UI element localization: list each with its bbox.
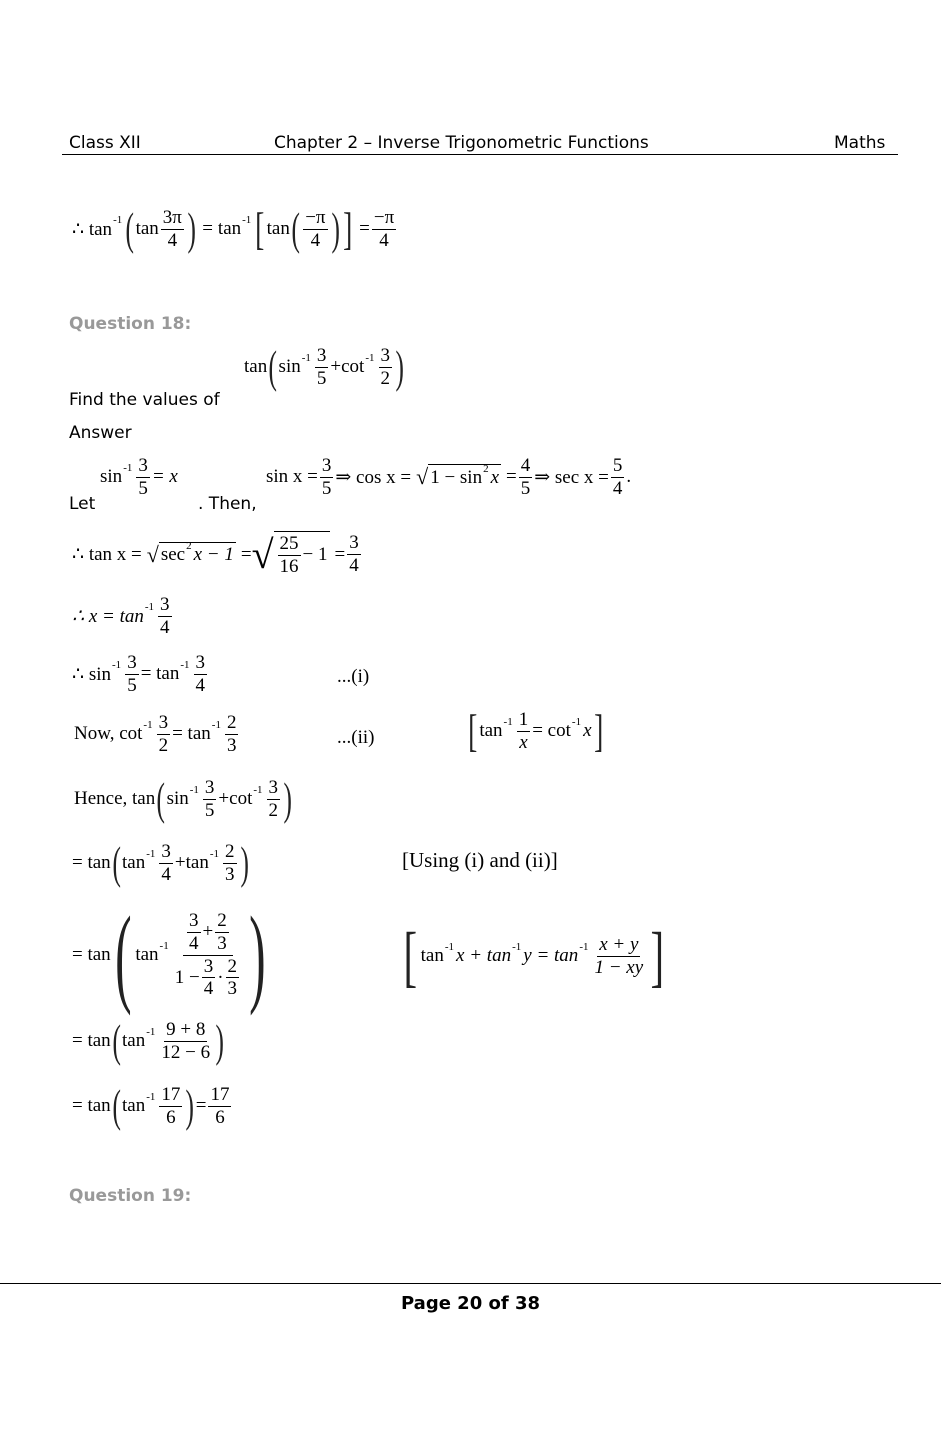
frac-num: 1	[518, 708, 529, 730]
frac-den: 4	[167, 229, 178, 251]
math-text: cot	[341, 356, 365, 377]
frac-den: 4	[349, 555, 359, 576]
frac-num: 17	[161, 1083, 181, 1105]
math-sup: -1	[211, 719, 221, 732]
hence-expression	[74, 773, 293, 824]
math-text: tan	[217, 218, 242, 239]
fraction	[320, 456, 334, 499]
math-sup: -1	[242, 214, 252, 226]
frac-num: 3	[203, 955, 214, 977]
math-text: Hence, tan	[74, 788, 156, 809]
equation-i	[72, 653, 209, 696]
math-text: ⇒ sec x =	[534, 466, 609, 488]
math-sup: -1	[579, 941, 589, 953]
fraction	[159, 1085, 182, 1128]
footer-divider	[0, 1283, 941, 1284]
frac-den	[173, 956, 243, 1000]
frac-num: −π	[305, 206, 326, 228]
paren-close: )	[187, 203, 196, 254]
bracket-open: [	[468, 705, 478, 756]
bracket-open: [	[403, 918, 418, 994]
equation-ii	[74, 713, 240, 756]
frac-num: 17	[210, 1083, 230, 1105]
math-text: cot	[229, 788, 253, 809]
frac-num: 3	[321, 455, 332, 476]
math-text: x	[490, 466, 500, 488]
let-expression	[100, 456, 178, 499]
frac-den: 4	[195, 674, 206, 696]
bracket-open: [	[255, 203, 265, 254]
frac-num: 2	[217, 909, 227, 931]
math-sup: -1	[253, 784, 263, 796]
frac-den: x	[519, 731, 528, 753]
paren-open: (	[268, 341, 278, 392]
equation-ii-tag: ...(ii)	[337, 727, 375, 748]
step-line-2	[72, 894, 270, 1016]
math-text: sin x =	[266, 466, 318, 488]
math-text: x	[583, 720, 592, 741]
math-text: tan	[122, 1095, 146, 1116]
frac-num: 3	[195, 652, 206, 673]
math-sup: -1	[571, 716, 582, 728]
math-sup: -1	[189, 784, 199, 796]
let-label: Let	[69, 494, 96, 514]
frac-den: 2	[268, 799, 279, 821]
paren-open: (	[112, 1080, 121, 1131]
paren-open: (	[125, 203, 135, 254]
frac-num: 3	[268, 776, 279, 798]
math-text: ⇒ cos x =	[335, 466, 412, 488]
frac-den: 16	[279, 555, 299, 577]
bracket-close: ]	[593, 705, 603, 756]
math-sup: -1	[146, 848, 156, 860]
step-line-3	[72, 1015, 225, 1066]
square-root: √ 1 − sin $^2$ x	[416, 462, 500, 490]
math-text: = tan	[72, 1030, 111, 1051]
prev-conclusion-equation	[72, 203, 398, 254]
math-text: y = tan	[523, 945, 579, 966]
frac-den: 3	[217, 932, 227, 954]
math-text: tan	[185, 852, 209, 873]
frac-den: 4	[189, 932, 199, 954]
math-text: ∴ tan	[72, 218, 113, 240]
math-sup: -1	[180, 659, 190, 672]
paren-close: )	[330, 203, 340, 254]
x-value-equation	[72, 595, 174, 638]
identity-tan-sum	[400, 918, 668, 994]
fraction	[159, 842, 173, 885]
frac-den: 3	[225, 863, 235, 885]
header-chapter-title: Chapter 2 – Inverse Trigonometric Functions	[274, 133, 649, 153]
math-text: = tan	[72, 944, 111, 965]
frac-den: 4	[160, 616, 170, 638]
fraction	[125, 653, 139, 696]
fraction	[519, 456, 533, 499]
math-text: = tan	[172, 723, 211, 745]
fraction	[611, 456, 625, 499]
math-text: tan	[420, 945, 444, 966]
fraction	[194, 653, 208, 696]
fraction	[223, 842, 237, 885]
then-expression	[266, 456, 631, 499]
header-divider	[62, 154, 898, 155]
math-sup: 2	[186, 540, 192, 552]
identity-cot	[466, 705, 605, 756]
math-text: tan	[135, 944, 159, 965]
fraction	[157, 713, 171, 756]
fraction	[187, 911, 201, 954]
frac-num: −π	[373, 206, 395, 228]
paren-open: (	[114, 894, 132, 1016]
fraction	[161, 208, 184, 251]
math-text: sin	[100, 466, 123, 488]
math-text: +	[218, 788, 230, 809]
math-text: tan	[244, 356, 268, 377]
fraction	[208, 1085, 231, 1128]
question-18-prompt: Find the values of	[69, 390, 220, 410]
frac-den: 6	[166, 1106, 176, 1128]
frac-den: 4	[379, 229, 389, 251]
math-text: = cot	[532, 720, 571, 741]
math-text: =	[240, 543, 252, 565]
header-subject: Maths	[834, 133, 886, 153]
paren-close: )	[239, 837, 249, 888]
fraction	[315, 346, 329, 389]
math-text: Using (i) and (ii)	[409, 848, 551, 872]
bracket-close: ]	[342, 203, 353, 254]
paren-close: )	[215, 1015, 225, 1066]
fraction	[372, 208, 396, 251]
frac-num: 3	[380, 344, 391, 366]
math-text: =	[195, 1095, 207, 1116]
paren-close: )	[395, 341, 404, 392]
math-text: x − 1	[193, 544, 234, 565]
frac-num: 9 + 8	[166, 1018, 206, 1040]
question-18-expression	[244, 341, 405, 392]
fraction	[303, 208, 327, 251]
frac-num: 3	[161, 840, 171, 862]
math-text: = tan	[72, 852, 111, 873]
math-text: +	[202, 921, 214, 943]
math-text: tan	[479, 720, 503, 741]
math-text: =	[506, 466, 517, 488]
frac-num: 25	[279, 532, 299, 554]
fraction	[347, 533, 361, 576]
question-19-title: Question 19:	[69, 1186, 192, 1206]
frac-den: 4	[612, 477, 623, 499]
answer-label: Answer	[69, 423, 132, 443]
math-text: ∴ x = tan	[72, 605, 144, 627]
fraction	[225, 713, 239, 756]
frac-num: 3	[204, 776, 215, 798]
math-text: sec	[160, 544, 186, 565]
math-text: =	[334, 543, 346, 565]
math-sup: -1	[365, 352, 375, 364]
bracket-close: ]	[550, 848, 558, 872]
paren-close: )	[185, 1080, 195, 1131]
math-text: tan	[122, 1030, 146, 1051]
math-text: =	[202, 218, 213, 239]
fraction	[136, 456, 150, 499]
paren-open: (	[156, 773, 166, 824]
question-18-title: Question 18:	[69, 314, 192, 334]
frac-num: 2	[226, 712, 237, 733]
math-sup: -1	[143, 719, 153, 732]
frac-num: x + y	[599, 933, 639, 955]
math-text: = x	[151, 466, 178, 488]
compound-fraction	[173, 911, 243, 1000]
math-text: ∴ tan x =	[72, 544, 142, 565]
math-text: − 1	[302, 544, 328, 565]
frac-den: 1 − xy	[594, 956, 644, 978]
math-text: =	[359, 218, 370, 239]
paren-close: )	[283, 773, 292, 824]
frac-num: 3	[138, 455, 148, 476]
math-text: = tan	[140, 663, 180, 685]
equation-i-tag: ...(i)	[337, 666, 370, 687]
bracket-open: [	[402, 848, 409, 872]
fraction	[278, 534, 301, 577]
math-text: tan	[266, 218, 290, 239]
frac-num: 3	[316, 344, 327, 366]
math-sup: -1	[146, 1026, 156, 1038]
fraction	[158, 595, 172, 638]
frac-den: 3	[227, 978, 238, 1000]
frac-num: 3	[160, 594, 170, 615]
frac-den: 5	[321, 477, 332, 499]
note-using-i-ii	[402, 848, 558, 873]
math-sup: -1	[209, 848, 220, 860]
frac-den: 2	[158, 734, 169, 756]
frac-num: 3	[349, 532, 359, 554]
frac-num: 2	[227, 955, 238, 977]
math-sup: -1	[159, 940, 169, 952]
header-class: Class XII	[69, 133, 141, 153]
frac-den: 3	[226, 734, 237, 756]
page-number: Page 20 of 38	[400, 1293, 541, 1314]
frac-den: 5	[520, 477, 531, 499]
frac-den: 4	[203, 978, 214, 1000]
math-text: +	[330, 356, 342, 377]
math-text: +	[174, 852, 186, 873]
math-text: tan	[122, 852, 146, 873]
frac-num: 5	[612, 455, 623, 476]
math-text: ∴ sin	[72, 663, 112, 685]
math-text: sin	[166, 788, 189, 809]
math-sup: -1	[512, 941, 522, 953]
frac-den: 2	[380, 367, 391, 389]
fraction	[203, 778, 217, 821]
math-sup: -1	[146, 1091, 156, 1103]
frac-num: 3	[127, 652, 137, 673]
fraction	[159, 1020, 212, 1063]
fraction	[226, 957, 240, 1000]
frac-den: 5	[138, 477, 148, 499]
frac-num: 4	[520, 455, 531, 476]
math-text: tan	[135, 218, 159, 239]
math-sup: -1	[503, 716, 513, 728]
math-text: = tan	[72, 1095, 111, 1116]
math-sup: -1	[301, 352, 311, 364]
fraction	[592, 935, 645, 978]
paren-open: (	[291, 203, 300, 254]
math-text: .	[626, 466, 632, 488]
paren-open: (	[112, 1015, 121, 1066]
step-line-1	[72, 837, 250, 888]
bracket-close: ]	[650, 918, 665, 994]
frac-num: 3	[189, 909, 199, 931]
math-sup: 2	[483, 462, 489, 475]
math-text: ·	[217, 966, 224, 988]
frac-den: 5	[316, 367, 327, 389]
frac-num: 3π	[162, 206, 182, 228]
frac-den: 12 − 6	[161, 1041, 211, 1063]
step-line-4	[72, 1080, 233, 1131]
math-sup: -1	[112, 659, 122, 672]
tan-x-equation	[72, 531, 363, 578]
frac-num	[183, 911, 233, 956]
square-root: √ sec $^2$ x − 1	[146, 540, 234, 567]
frac-den: 5	[127, 674, 137, 696]
fraction	[267, 778, 281, 821]
math-sup: -1	[113, 214, 123, 226]
math-text: x + tan	[456, 945, 512, 966]
math-text: sin	[278, 356, 301, 377]
math-sup: -1	[123, 462, 133, 475]
frac-den: 4	[161, 863, 171, 885]
math-sup: -1	[444, 941, 455, 953]
square-root: √ $\frac{25}{16}$ − 1	[251, 532, 328, 577]
frac-den: 5	[204, 799, 215, 821]
fraction	[517, 710, 531, 753]
paren-close: )	[249, 894, 266, 1016]
frac-den: 4	[310, 229, 321, 251]
fraction	[379, 346, 393, 389]
then-label: . Then,	[198, 494, 257, 514]
math-text: Now, cot	[74, 723, 143, 745]
math-text: 1 − sin	[430, 466, 483, 488]
paren-open: (	[112, 837, 121, 888]
frac-num: 2	[225, 840, 235, 862]
frac-num: 3	[158, 712, 169, 733]
frac-den: 6	[215, 1106, 225, 1128]
fraction	[215, 911, 229, 954]
math-text: 1 −	[174, 966, 200, 988]
math-sup: -1	[144, 601, 155, 614]
fraction	[202, 957, 216, 1000]
